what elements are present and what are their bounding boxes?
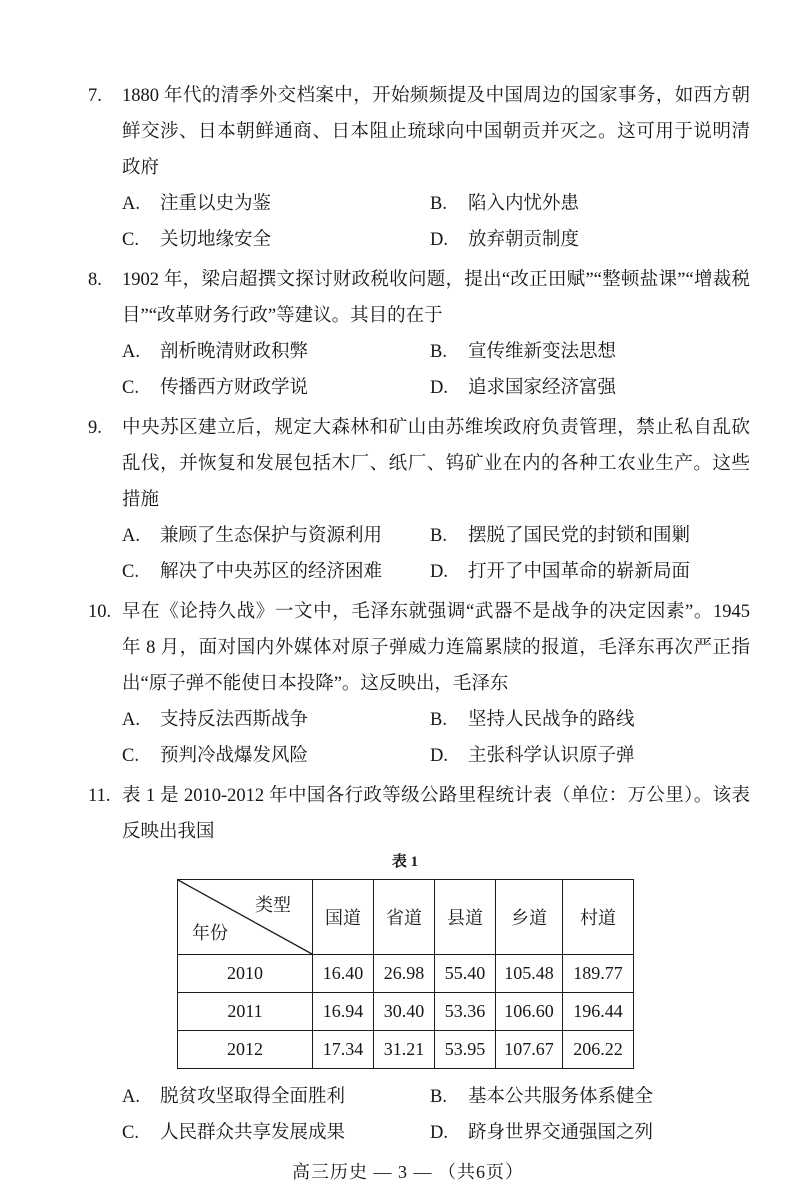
year-cell: 2012 — [178, 1031, 313, 1069]
question-11-option-b — [430, 1079, 750, 1115]
question-8 — [88, 262, 750, 406]
question-10-options — [122, 702, 750, 774]
question-11-option-a — [122, 1079, 430, 1115]
table-row-2011 — [178, 993, 634, 1031]
table-1-container — [177, 852, 633, 1069]
value-cell: 31.21 — [374, 1031, 435, 1069]
value-cell: 26.98 — [374, 955, 435, 993]
question-8-options — [122, 334, 750, 406]
value-cell: 53.36 — [435, 993, 496, 1031]
question-8-option-b — [430, 334, 750, 370]
option-text: 跻身世界交通强国之列 — [468, 1123, 654, 1143]
question-7-option-b — [430, 186, 750, 222]
corner-year-label: 年份 — [192, 923, 228, 943]
question-7-option-d — [430, 222, 750, 258]
question-8-option-d — [430, 370, 750, 406]
option-label: B. — [430, 342, 447, 362]
option-label: C. — [122, 378, 139, 398]
question-10-option-d — [430, 738, 750, 774]
option-text: 兼顾了生态保护与资源利用 — [160, 526, 383, 546]
question-10-option-b — [430, 702, 750, 738]
option-label: B. — [430, 1087, 447, 1107]
road-mileage-table — [177, 879, 634, 1069]
option-text: 传播西方财政学说 — [160, 378, 309, 398]
question-10-number: 10. — [88, 602, 112, 622]
option-label: B. — [430, 526, 447, 546]
value-cell: 30.40 — [374, 993, 435, 1031]
question-11-number: 11. — [88, 786, 111, 806]
question-9-option-c — [122, 554, 430, 590]
option-text: 摆脱了国民党的封锁和围剿 — [468, 526, 691, 546]
question-10-text: 早在《论持久战》一文中，毛泽东就强调“武器不是战争的决定因素”。1945 年 8 月，面对国内外媒体对原子弹威力连篇累牍的报道，毛泽东再次严正指出“原子弹不能使日本投降”。这反映出，毛泽东 — [122, 602, 750, 694]
question-8-option-c — [122, 370, 430, 406]
table-header-row — [178, 880, 634, 955]
question-7-option-a — [122, 186, 430, 222]
page-footer — [66, 1158, 750, 1184]
value-cell: 105.48 — [496, 955, 563, 993]
option-label: A. — [122, 710, 140, 730]
option-label: A. — [122, 194, 140, 214]
question-7-head — [88, 78, 750, 186]
value-cell: 17.34 — [313, 1031, 374, 1069]
question-8-number: 8. — [88, 270, 102, 290]
option-text: 解决了中央苏区的经济困难 — [160, 562, 383, 582]
column-header-xiandao: 县道 — [435, 880, 496, 955]
option-label: A. — [122, 1087, 140, 1107]
column-header-cundao: 村道 — [563, 880, 634, 955]
question-9-option-a — [122, 518, 430, 554]
question-7 — [88, 78, 750, 258]
option-text: 剖析晚清财政积弊 — [160, 342, 309, 362]
option-label: C. — [122, 230, 139, 250]
option-label: B. — [430, 710, 447, 730]
value-cell: 16.40 — [313, 955, 374, 993]
question-11-head — [88, 778, 750, 850]
option-text: 放弃朝贡制度 — [468, 230, 580, 250]
year-cell: 2011 — [178, 993, 313, 1031]
question-8-option-a — [122, 334, 430, 370]
option-label: C. — [122, 746, 139, 766]
question-11 — [88, 778, 750, 1151]
corner-type-label: 类型 — [255, 895, 291, 915]
question-10-head — [88, 594, 750, 702]
table-corner-cell — [178, 880, 313, 955]
option-text: 预判冷战爆发风险 — [160, 746, 309, 766]
option-label: D. — [430, 378, 448, 398]
option-label: D. — [430, 230, 448, 250]
value-cell: 53.95 — [435, 1031, 496, 1069]
question-9-head — [88, 410, 750, 518]
question-9 — [88, 410, 750, 590]
table-caption: 表 1 — [391, 854, 419, 870]
question-8-text: 1902 年，梁启超撰文探讨财政税收问题，提出“改正田赋”“整顿盐课”“增裁税目”“改革财务行政”等建议。其目的在于 — [122, 270, 750, 326]
value-cell: 55.40 — [435, 955, 496, 993]
option-label: A. — [122, 526, 140, 546]
question-9-option-b — [430, 518, 750, 554]
option-label: A. — [122, 342, 140, 362]
question-10-option-c — [122, 738, 430, 774]
option-text: 支持反法西斯战争 — [160, 710, 309, 730]
option-text: 主张科学认识原子弹 — [468, 746, 635, 766]
option-text: 关切地缘安全 — [160, 230, 272, 250]
question-11-option-d — [430, 1115, 750, 1151]
column-header-shengdao: 省道 — [374, 880, 435, 955]
option-label: D. — [430, 746, 448, 766]
option-text: 脱贫攻坚取得全面胜利 — [160, 1087, 346, 1107]
question-8-head — [88, 262, 750, 334]
question-7-number: 7. — [88, 86, 102, 106]
option-label: C. — [122, 562, 139, 582]
option-text: 基本公共服务体系健全 — [468, 1087, 654, 1107]
question-7-option-c — [122, 222, 430, 258]
option-text: 注重以史为鉴 — [160, 194, 272, 214]
option-text: 坚持人民战争的路线 — [468, 710, 635, 730]
question-11-text: 表 1 是 2010-2012 年中国各行政等级公路里程统计表（单位：万公里）。该表反映出我国 — [122, 786, 750, 842]
question-11-option-c — [122, 1115, 430, 1151]
value-cell: 106.60 — [496, 993, 563, 1031]
table-row-2012 — [178, 1031, 634, 1069]
question-10-option-a — [122, 702, 430, 738]
option-label: D. — [430, 1123, 448, 1143]
column-header-xiangdao: 乡道 — [496, 880, 563, 955]
value-cell: 206.22 — [563, 1031, 634, 1069]
table-row-2010 — [178, 955, 634, 993]
value-cell: 16.94 — [313, 993, 374, 1031]
option-text: 追求国家经济富强 — [468, 378, 617, 398]
year-cell: 2010 — [178, 955, 313, 993]
option-text: 陷入内忧外患 — [468, 194, 580, 214]
option-label: C. — [122, 1123, 139, 1143]
question-7-text: 1880 年代的清季外交档案中，开始频频提及中国周边的国家事务，如西方朝鲜交涉、日本朝鲜通商、日本阻止琉球向中国朝贡并灭之。这可用于说明清政府 — [122, 86, 750, 178]
option-text: 人民群众共享发展成果 — [160, 1123, 346, 1143]
option-text: 宣传维新变法思想 — [468, 342, 617, 362]
value-cell: 189.77 — [563, 955, 634, 993]
value-cell: 107.67 — [496, 1031, 563, 1069]
question-9-text: 中央苏区建立后，规定大森林和矿山由苏维埃政府负责管理，禁止私自乱砍乱伐，并恢复和发展包括木厂、纸厂、钨矿业在内的各种工农业生产。这些措施 — [122, 418, 750, 510]
question-11-options — [122, 1079, 750, 1151]
page-footer-text: 高三历史 — 3 — （共6页） — [292, 1162, 524, 1182]
value-cell: 196.44 — [563, 993, 634, 1031]
question-9-option-d — [430, 554, 750, 590]
question-9-options — [122, 518, 750, 590]
option-text: 打开了中国革命的崭新局面 — [468, 562, 691, 582]
question-10 — [88, 594, 750, 774]
question-7-options — [122, 186, 750, 258]
option-label: B. — [430, 194, 447, 214]
question-9-number: 9. — [88, 418, 102, 438]
column-header-guodao: 国道 — [313, 880, 374, 955]
option-label: D. — [430, 562, 448, 582]
